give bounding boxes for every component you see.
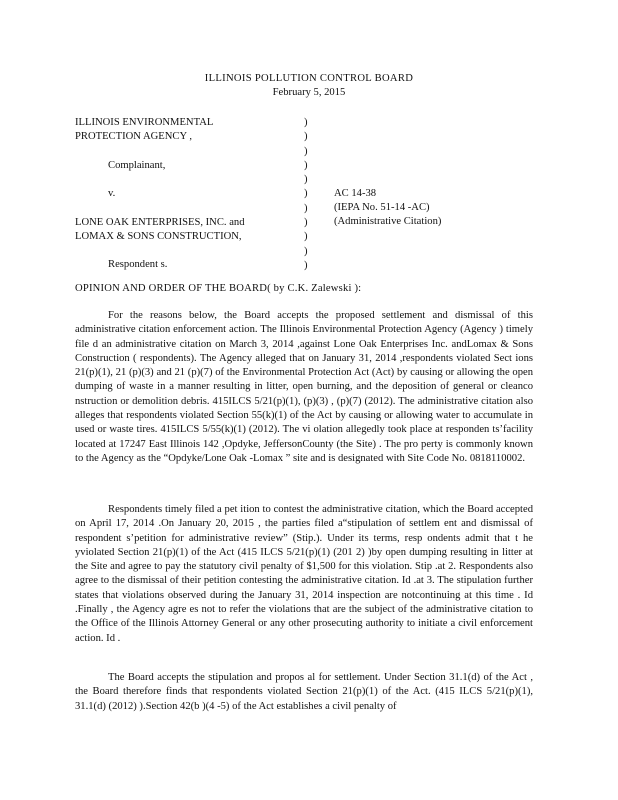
versus-label: v. xyxy=(108,188,116,199)
caption-paren: ) xyxy=(304,174,308,186)
caption-paren: ) xyxy=(304,145,308,157)
paragraph-text: The Board accepts the stipulation and propos al for settlement. Under Section 31.1(d) of the Act , the Board therefore finds that respondents violated Section 21(p)(1) of the Act. (415 ILCS 5/21(p)(1), 31.1(d) (2012) ).Section 42(b )(4 -5) of the Act establishes a civil penalty of xyxy=(75,672,533,712)
complainant-name-line2: PROTECTION AGENCY , xyxy=(75,131,193,142)
case-type: (Administrative Citation) xyxy=(334,216,442,227)
caption-paren: ) xyxy=(304,117,308,128)
body-paragraph-1 xyxy=(75,309,533,466)
complainant-label: Complainant, xyxy=(108,160,166,171)
document-date: February 5, 2015 xyxy=(272,87,346,98)
paragraph-text: Respondents timely filed a pet ition to contest the administrative citation, which the Board accepted on April 17, 2014 .On January 20, 2015 , the parties filed a“stipulation of settlem ent and dismissal of respondent s’petition for administrative review” (Stip.). Under its terms, resp ondents admit that t he yviolated Section 21(p)(1) of the Act (415 ILCS 5/21(p)(1) (201 2) )by open dumping resulting in litter at the Site and agree to pay the statutory civil penalty of $1,500 for this violation. Stip .at 2. Respondents also agree to the dismissal of their petition contesting the administrative citation. Id .at 3. The stipulation further states that violations observed during the January 31, 2014 inspection are notcontinuing at this time . Id .Finally , the Agency agre es not to refer the violations that are the subject of the administrative citation to the Office of the Illinois Attorney General or any other prosecuting authority to initiate a civil enforcement action. Id . xyxy=(75,504,533,644)
paragraph-text: For the reasons below, the Board accepts the proposed settlement and dismissal of this administrative citation enforcement action. The Illinois Environmental Protection Agency (Agency ) timely file d an administrative citation on March 3, 2014 ,against Lone Oak Enterprises Inc. andLomax & Sons Construction ( respondents). The Agency alleged that on January 31, 2014 ,respondents violated Sect ions 21(p)(1), 21 (p)(3) and 21 (p)(7) of the Environmental Protection Act (Act) by causing or allowing the open dumping of waste in a manner resulting in litter, open burning, and the deposition of general or cleanco nstruction or demolition debris. 415ILCS 5/21(p)(1), (p)(3) , (p)(7) (2012). The administrative citation also alleges that respondents violated Section 55(k)(1) of the Act by causing or allowing water to accumulate in used or waste tires. 415ILCS 5/55(k)(1) (2012). The vi olation allegedly took place at responden ts’facility located at 17247 East Illinois 142 ,Opdyke, JeffersonCounty (the Site) . The pro perty is commonly known to the Agency as the “Opdyke/Lone Oak -Lomax ” site and is designated with Site Code No. 0818110002. xyxy=(75,310,533,464)
respondent-name-line1: LONE OAK ENTERPRISES, INC. and xyxy=(75,217,245,228)
iepa-number: (IEPA No. 51-14 -AC) xyxy=(334,202,430,213)
body-paragraph-2 xyxy=(75,503,533,646)
caption-paren: ) xyxy=(304,159,308,171)
respondent-name-line2: LOMAX & SONS CONSTRUCTION, xyxy=(75,231,242,242)
body-paragraph-3 xyxy=(75,671,533,714)
caption-paren: ) xyxy=(304,217,308,229)
caption-paren: ) xyxy=(304,231,308,243)
board-title: ILLINOIS POLLUTION CONTROL BOARD xyxy=(204,73,414,84)
caption-parentheses xyxy=(304,116,308,273)
case-number: AC 14-38 xyxy=(334,188,377,199)
complainant-name-line1: ILLINOIS ENVIRONMENTAL xyxy=(75,117,214,128)
respondent-label: Respondent s. xyxy=(108,259,168,270)
caption-paren: ) xyxy=(304,202,308,214)
caption-paren: ) xyxy=(304,245,308,257)
caption-paren: ) xyxy=(304,188,308,200)
caption-paren: ) xyxy=(304,259,308,271)
opinion-heading: OPINION AND ORDER OF THE BOARD( by C.K. Zalewski ): xyxy=(75,283,362,294)
caption-paren: ) xyxy=(304,131,308,143)
